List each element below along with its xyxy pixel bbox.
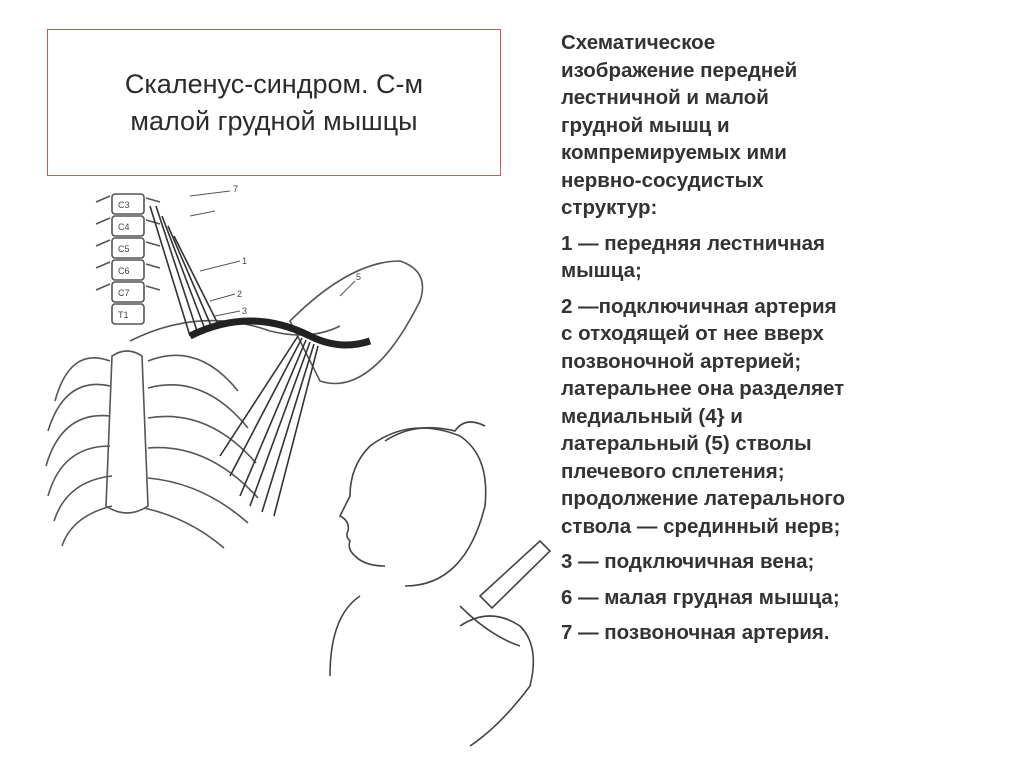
label-c5: C5	[118, 244, 130, 254]
label-5: 5	[356, 272, 362, 282]
label-7: 7	[233, 184, 239, 194]
scalene-muscle	[150, 206, 218, 336]
text-line: латеральный (5) стволы	[561, 432, 812, 455]
patient-head	[330, 422, 520, 676]
pectoralis-minor	[220, 336, 318, 516]
text-line: 1 — передняя лестничная	[561, 231, 825, 255]
text-line: нервно-сосудистых	[561, 168, 764, 192]
text-line: структур:	[561, 196, 658, 219]
label-c4: C4	[118, 222, 130, 232]
cervical-spine	[96, 194, 160, 324]
text-line: латеральнее она разделяет	[561, 377, 845, 400]
label-leaders	[190, 191, 355, 316]
paragraph-item-6	[561, 584, 1001, 612]
title-line: малой грудной мышцы	[130, 105, 418, 136]
label-c3: C3	[118, 200, 130, 210]
label-1: 1	[242, 256, 248, 266]
text-line: 2 —подключичная артерия	[561, 294, 837, 318]
text-line: мышца;	[561, 259, 642, 282]
paragraph-item-2	[561, 293, 1001, 541]
paragraph-intro	[561, 29, 1001, 222]
anatomy-illustration	[40, 176, 560, 756]
text-line: 6 — малая грудная мышца;	[561, 585, 840, 609]
paragraph-item-1	[561, 230, 1001, 285]
text-line: грудной мышц и	[561, 113, 730, 137]
label-2: 2	[237, 289, 243, 299]
text-line: лестничной и малой	[561, 86, 769, 109]
label-t1: T1	[118, 310, 129, 320]
title-box	[47, 29, 501, 176]
paragraph-item-7	[561, 619, 1001, 647]
label-3: 3	[242, 306, 248, 316]
text-line: продолжение латерального	[561, 487, 846, 510]
text-line: позвоночной артерией;	[561, 349, 802, 373]
text-line: 3 — подключичная вена;	[561, 550, 815, 573]
text-line: ствола — срединный нерв;	[561, 514, 841, 538]
label-c6: C6	[118, 266, 130, 276]
text-line: с отходящей от нее вверх	[561, 322, 824, 345]
text-line: 7 — позвоночная артерия.	[561, 621, 830, 644]
label-c7: C7	[118, 288, 130, 298]
examiner-hand	[460, 541, 550, 746]
title-line: Скаленус-синдром. С-м	[124, 68, 424, 99]
paragraph-item-3	[561, 548, 1001, 576]
description-text	[561, 29, 1001, 655]
text-line: медиальный (4} и	[561, 404, 743, 428]
text-line: компремируемых ими	[561, 141, 787, 164]
rib-cage	[46, 355, 258, 548]
text-line: изображение передней	[561, 58, 798, 82]
slide-title	[125, 66, 423, 140]
sternum	[106, 351, 148, 513]
text-line: Схематическое	[561, 31, 716, 54]
text-line: плечевого сплетения;	[561, 459, 785, 483]
